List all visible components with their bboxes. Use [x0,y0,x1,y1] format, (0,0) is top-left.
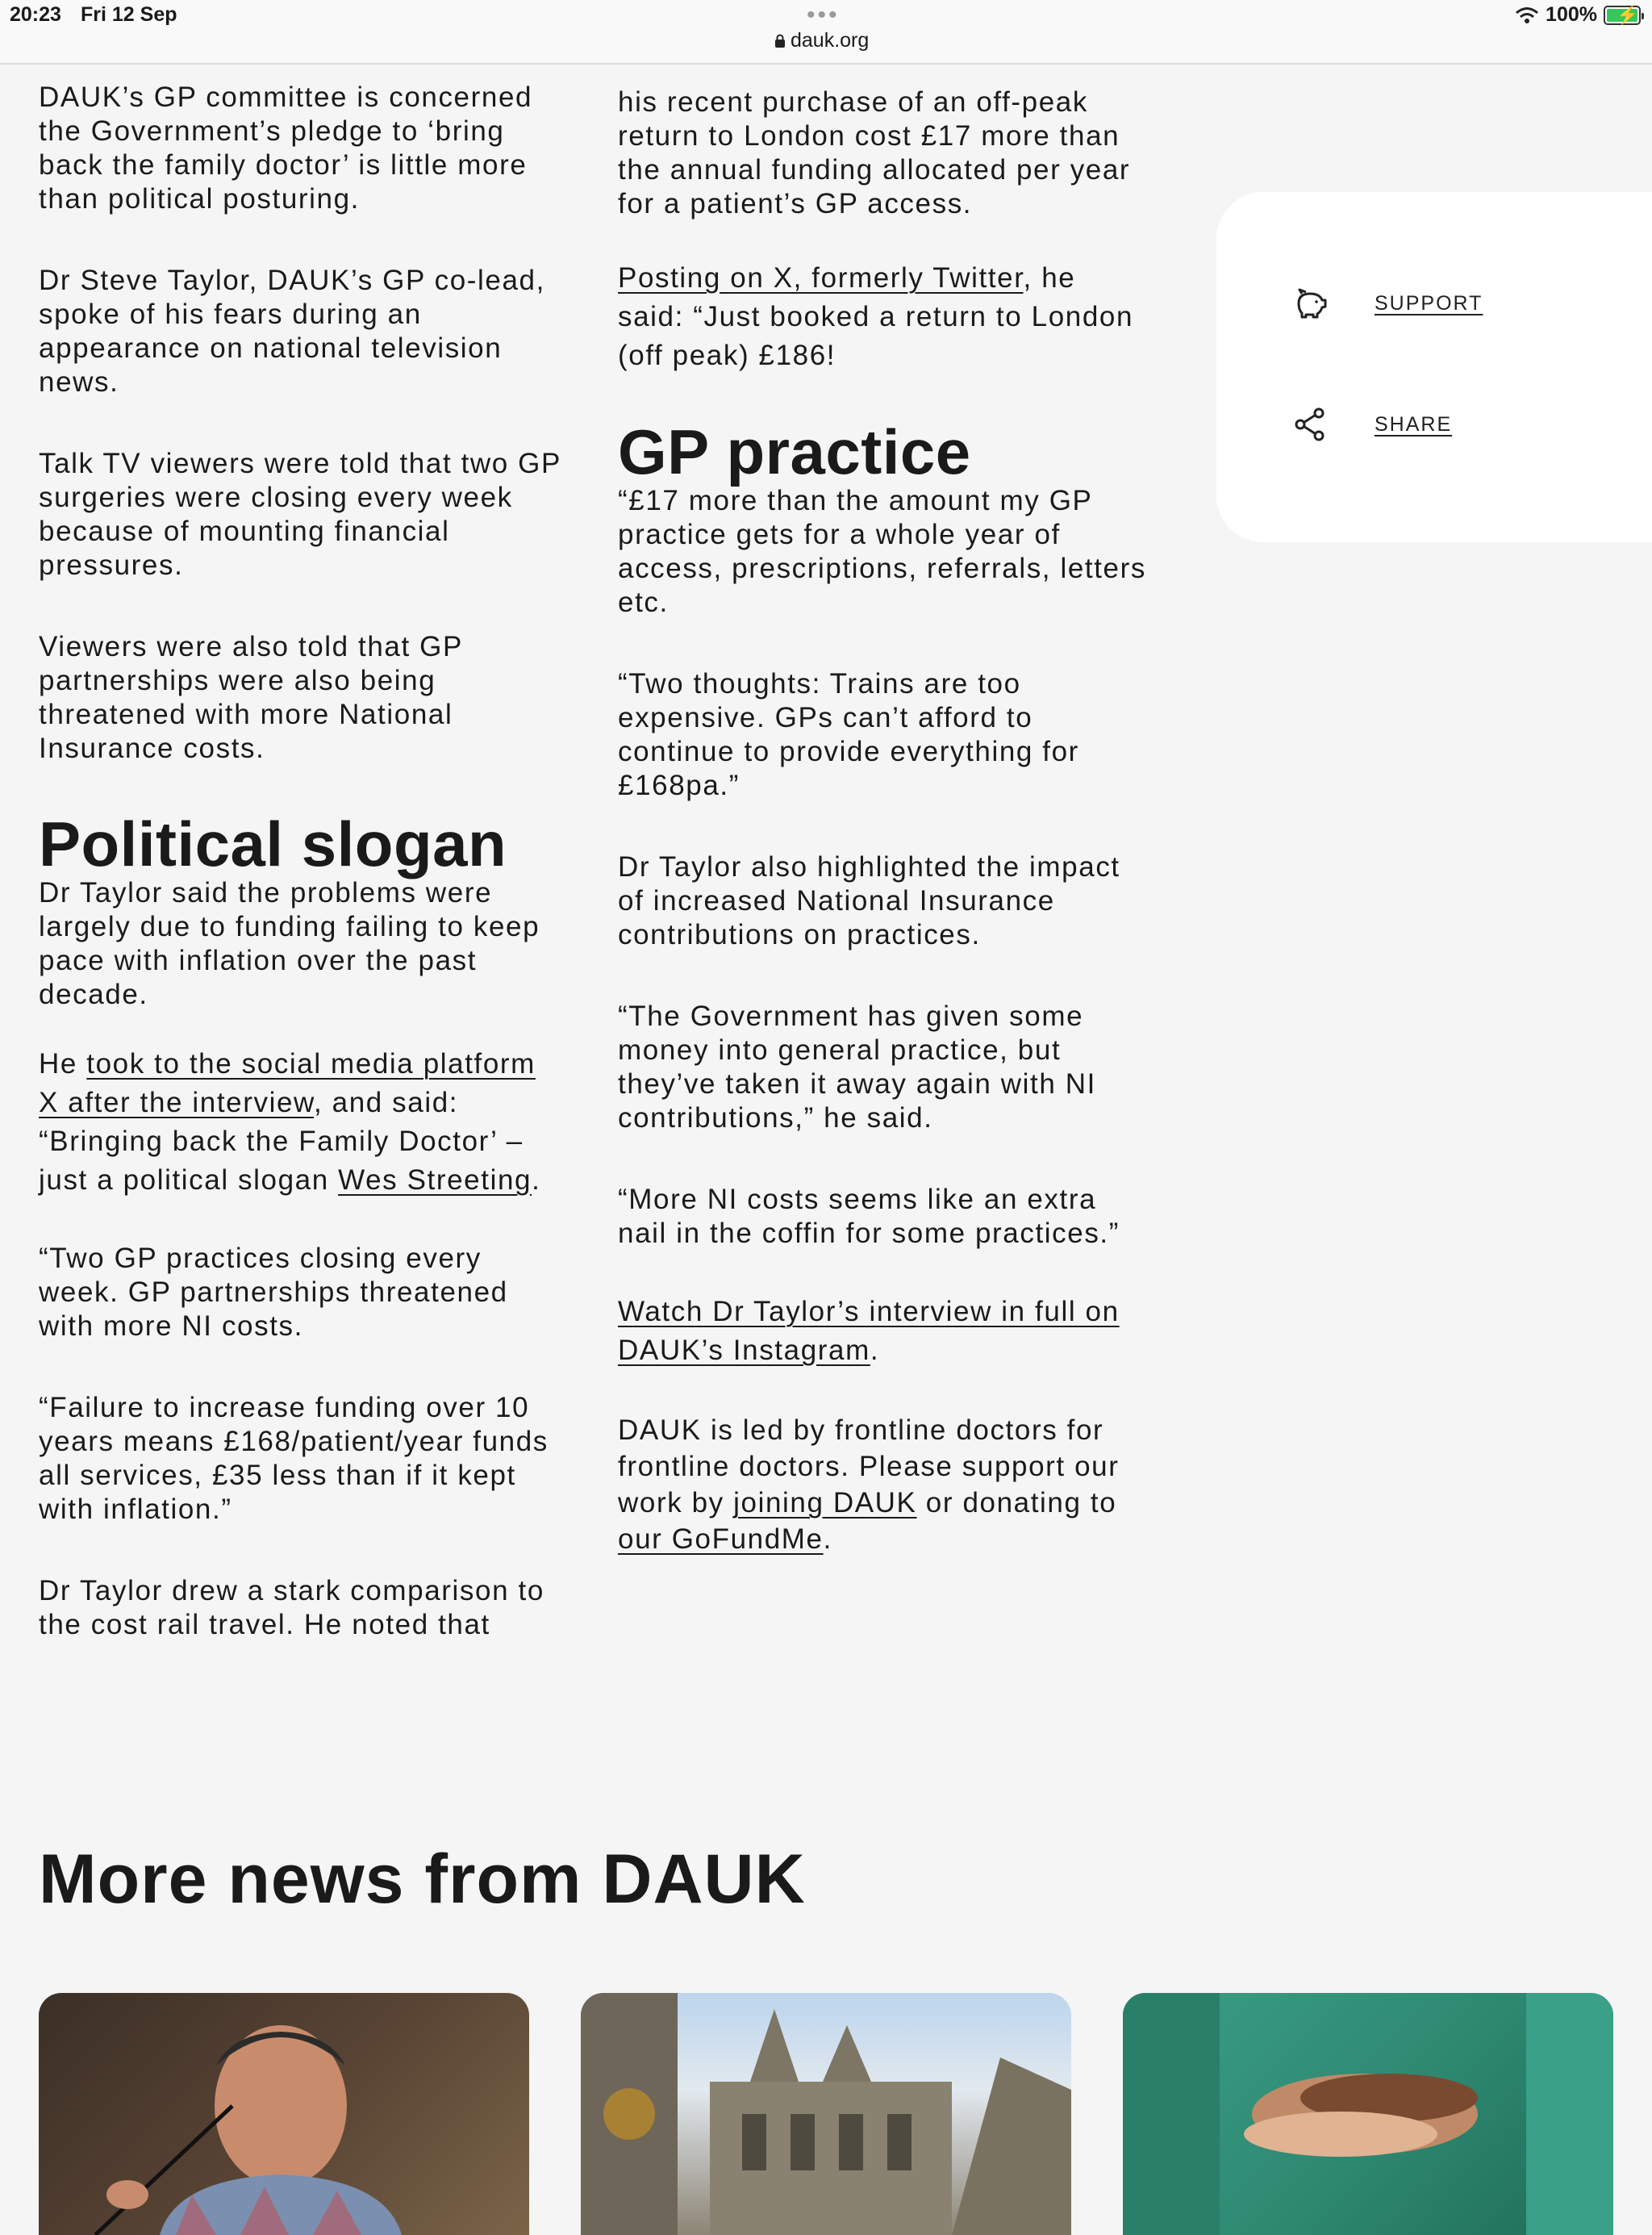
join-dauk-link[interactable]: joining DAUK [733,1487,917,1519]
share-icon [1292,407,1328,442]
twitter-post-link[interactable]: Posting on X, formerly Twitter [618,262,1024,294]
share-button[interactable] [1292,407,1452,442]
support-share-panel [1216,192,1652,542]
paragraph: “Two thoughts: Trains are too expensive. GPs can’t afford to continue to provide everything for £168pa.” [618,668,1079,801]
paragraph: Posting on X, formerly Twitter, he said: “Just booked a return to London (off peak) £186! [618,262,1134,371]
more-dots-icon[interactable]: ••• [807,2,840,28]
instagram-interview-link[interactable]: Watch Dr Taylor’s interview in full on DAUK’s Instagram [618,1296,1120,1366]
status-right [1515,3,1641,27]
section-heading-gp-practice: GP practice [618,416,971,487]
paragraph: Talk TV viewers were told that two GP surgeries were closing every week because of mounting financial pressures. [39,448,561,581]
address-bar[interactable] [774,29,879,52]
wifi-icon [1515,6,1539,24]
share-label: SHARE [1375,412,1453,436]
paragraph: “Failure to increase funding over 10 years means £168/patient/year funds all services, £35 less than if it kept with inflation.” [39,1392,549,1525]
status-date: Fri 12 Sep [81,3,177,26]
paragraph: DAUK is led by frontline doctors for frontline doctors. Please support our work by joining DAUK or donating to our GoFundMe. [618,1414,1120,1555]
paragraph: “The Government has given some money into general practice, but they’ve taken it away again with NI contributions,” he said. [618,1001,1096,1134]
paragraph: Viewers were also told that GP partnerships were also being threatened with more National Insurance costs. [39,631,463,764]
royal-courts-photo [581,1993,1071,2235]
paragraph: DAUK’s GP committee is concerned the Government’s pledge to ‘bring back the family doctor’ is little more than political posturing. [39,81,533,215]
paragraph: his recent purchase of an off-peak return to London cost £17 more than the annual funding allocated per year for a patient’s GP access. [618,86,1131,219]
status-bar [0,0,1652,65]
paragraph: Watch Dr Taylor’s interview in full on DAUK’s Instagram. [618,1296,1120,1366]
support-button[interactable] [1292,287,1483,320]
section-heading-political-slogan: Political slogan [39,808,507,879]
x-post-link[interactable]: took to the social media platform X after the interview [39,1048,536,1118]
support-label: SUPPORT [1375,291,1483,315]
paragraph: He took to the social media platform X after the interview, and said: “Bringing back the Family Doctor’ – just a political slogan Wes Streeting. [39,1048,541,1196]
paragraph: Dr Taylor said the problems were largely due to funding failing to keep pace with inflation over the past decade. [39,877,540,1010]
news-card-image-royal-courts[interactable] [581,1993,1071,2235]
paragraph: “More NI costs seems like an extra nail in the coffin for some practices.” [618,1184,1120,1249]
article-column-right [618,86,1150,1605]
battery-percent: 100% [1546,3,1597,26]
status-time: 20:23 [10,3,61,26]
paragraph: “£17 more than the amount my GP practice gets for a whole year of access, prescriptions, referrals, letters etc. [618,485,1146,618]
url-text: dauk.org [791,29,870,52]
paragraph: Dr Taylor also highlighted the impact of increased National Insurance contributions on practices. [618,851,1120,950]
paragraph: Dr Taylor drew a stark comparison to the cost rail travel. He noted that [39,1575,544,1640]
article-column-left [39,81,563,1690]
news-card-image-speaker[interactable] [39,1993,529,2235]
piggy-bank-icon [1292,287,1328,320]
speaker-photo [39,1993,529,2235]
battery-icon: ⚡ [1604,6,1641,25]
gofundme-link[interactable]: our GoFundMe [618,1523,824,1555]
paragraph: Dr Steve Taylor, DAUK’s GP co-lead, spoke of his fears during an appearance on national television news. [39,265,545,398]
lock-icon [774,34,786,48]
news-card-image-hands[interactable] [1123,1993,1613,2235]
paragraph: “Two GP practices closing every week. GP partnerships threatened with more NI costs. [39,1243,508,1342]
more-news-heading: More news from DAUK [39,1840,806,1918]
wes-streeting-link[interactable]: Wes Streeting [338,1164,532,1196]
hands-photo [1123,1993,1613,2235]
